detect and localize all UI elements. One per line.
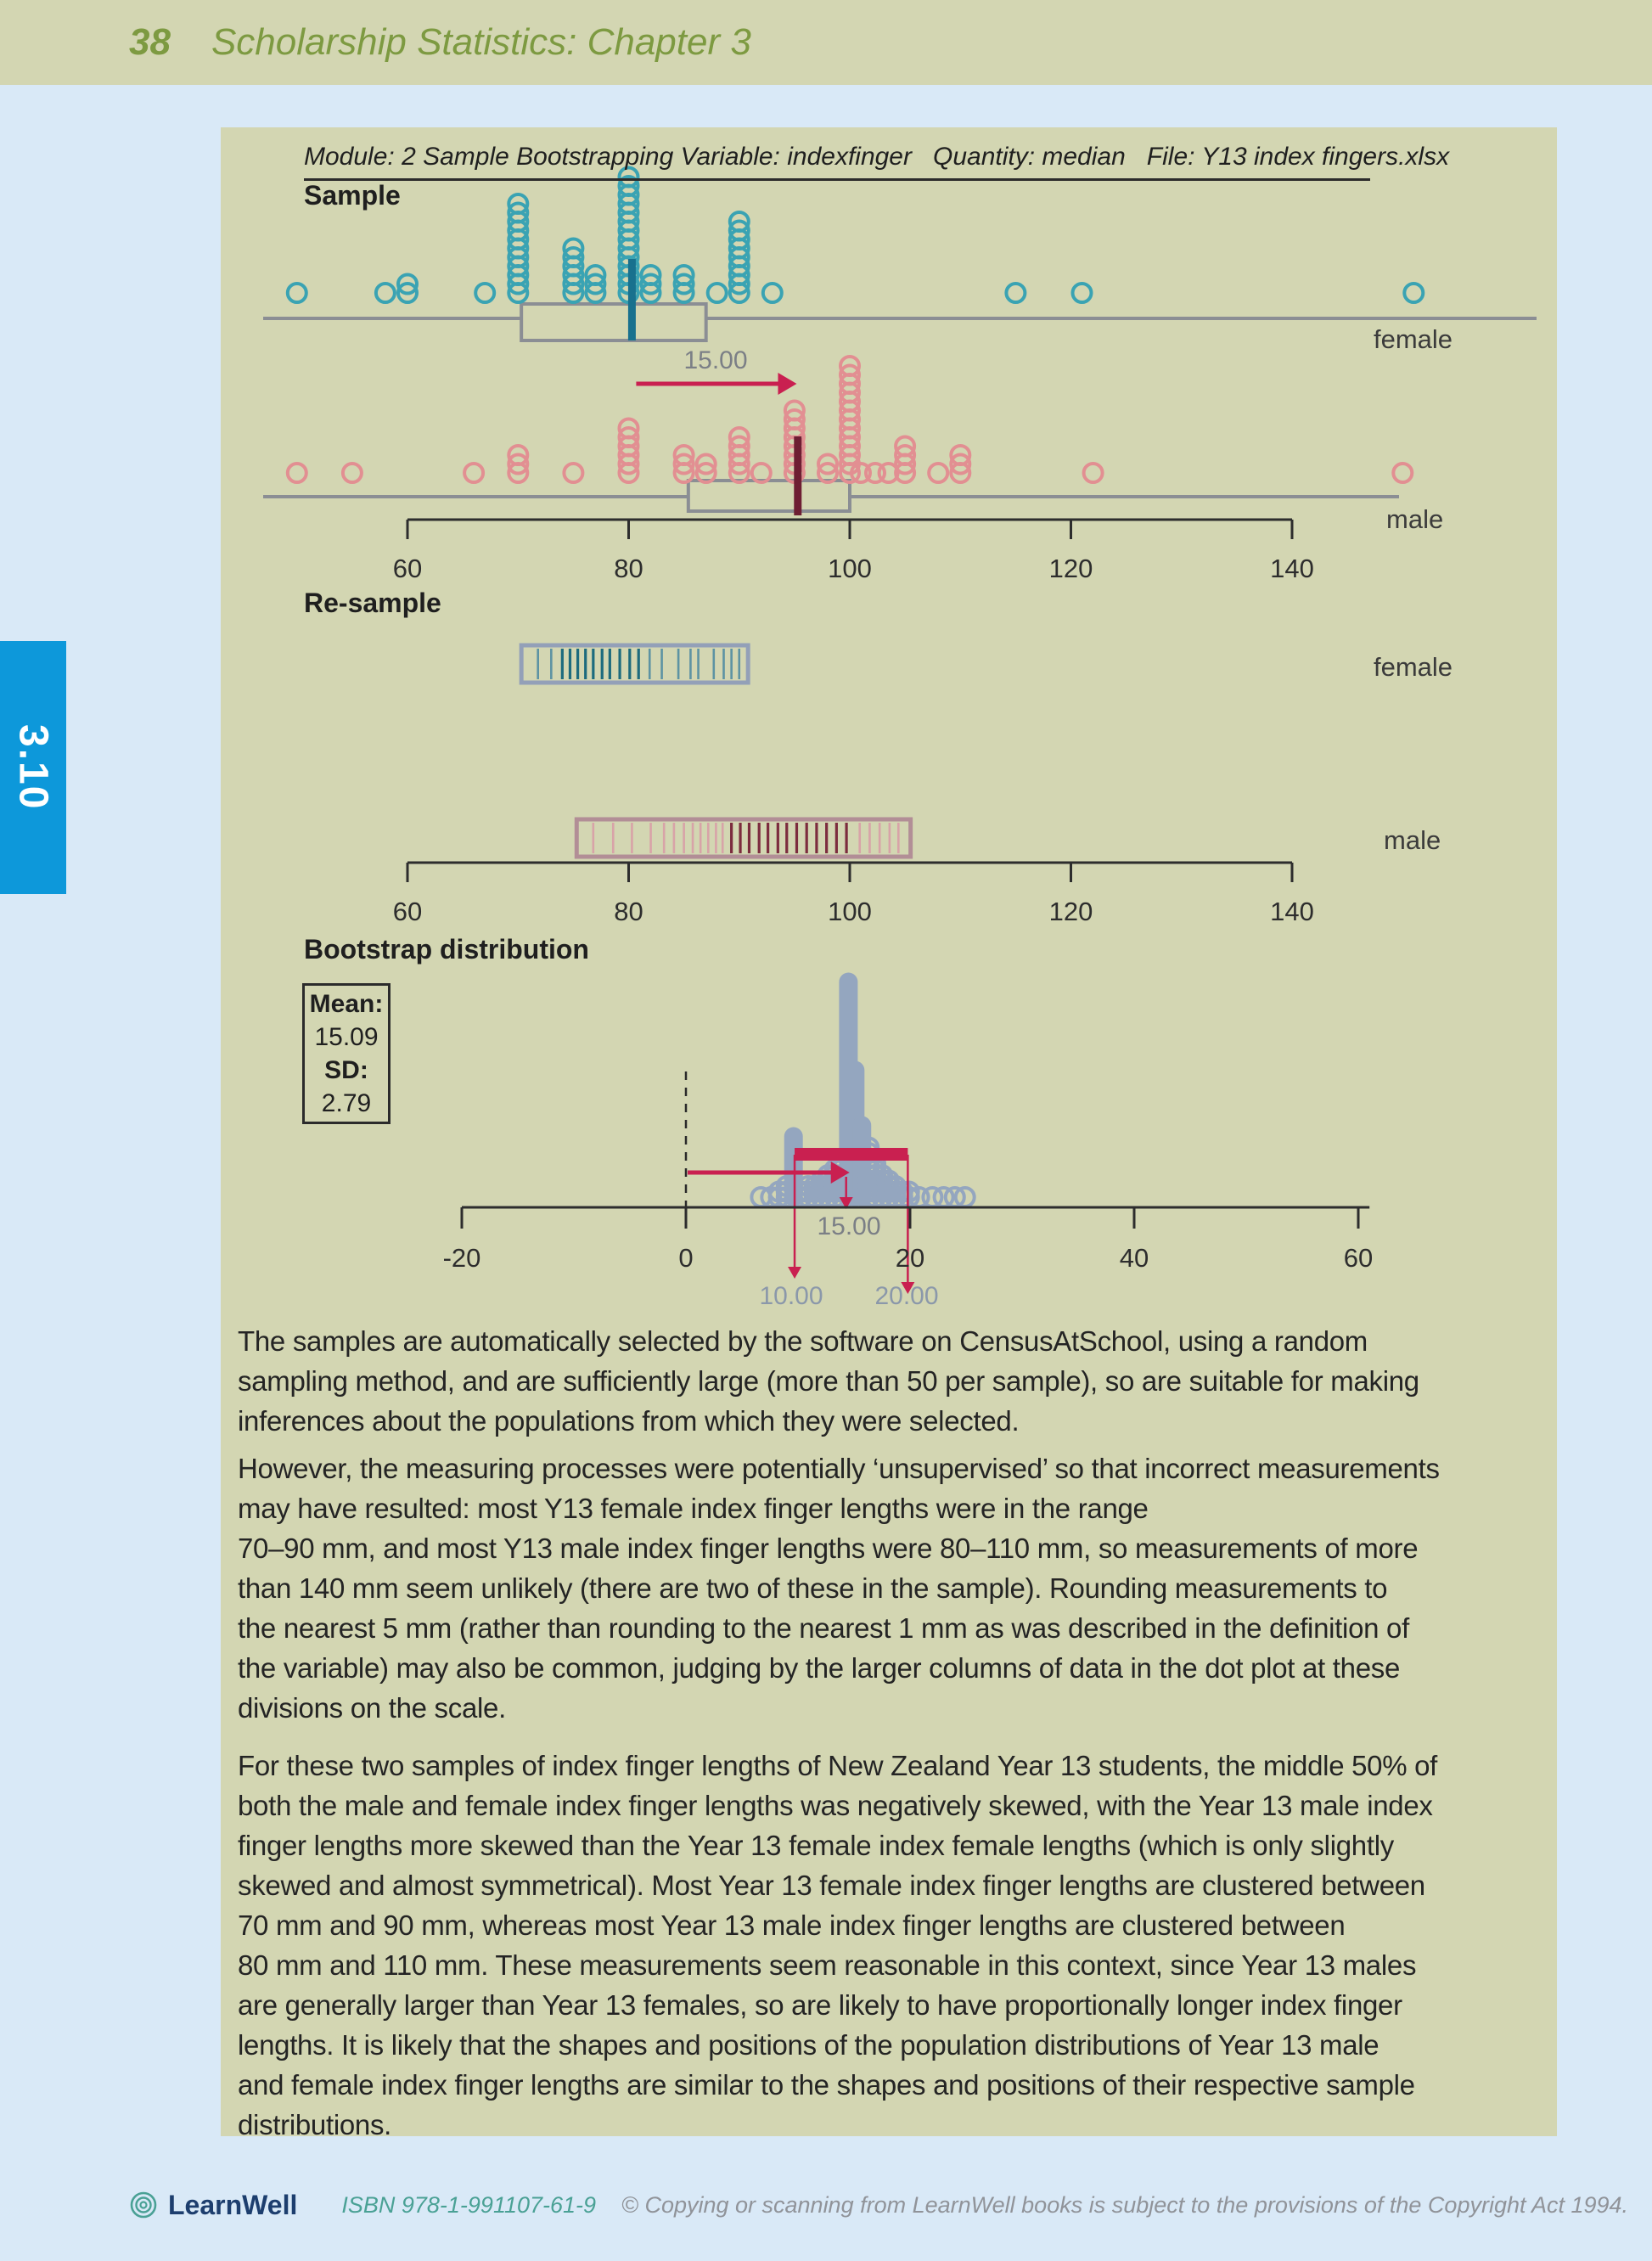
learnwell-logo-icon — [127, 2189, 160, 2221]
paragraph-line: both the male and female index finger lengths was negatively skewed, with the Year 13 male index — [238, 1790, 1433, 1821]
copyright-text: © Copying or scanning from LearnWell books is subject to the provisions of the Copyright Act 1994. — [621, 2191, 1629, 2218]
page-number: 38 — [129, 21, 171, 63]
axis-tick-label: 140 — [1270, 897, 1314, 926]
paragraph-line: skewed and almost symmetrical). Most Year 13 female index finger lengths are clustered between — [238, 1870, 1425, 1901]
axis-tick-label: 140 — [1270, 554, 1314, 583]
axis-tick-label: -20 — [442, 1243, 481, 1273]
paragraph-line: 70 mm and 90 mm, whereas most Year 13 male index finger lengths are clustered between — [238, 1909, 1346, 1941]
chapter-title: Scholarship Statistics: Chapter 3 — [211, 21, 751, 63]
page-footer — [127, 2189, 1628, 2221]
median-difference-value: 15.00 — [683, 346, 748, 374]
male-label-sample: male — [1386, 504, 1444, 534]
mean-value: 15.09 — [314, 1023, 379, 1051]
brand-name: LearnWell — [168, 2189, 298, 2220]
paragraph-line: The samples are automatically selected by the software on CensusAtSchool, using a random — [238, 1325, 1368, 1357]
axis-tick-label: 60 — [392, 897, 423, 926]
mean-label: Mean: — [309, 990, 384, 1018]
section-label-sample: Sample — [304, 180, 401, 211]
paragraph-line: finger lengths more skewed than the Year 13 female index female lengths (which is only slightly — [238, 1830, 1394, 1861]
axis-tick-label: 60 — [392, 554, 423, 583]
paragraph-line: divisions on the scale. — [238, 1692, 506, 1724]
paragraph-3 — [238, 1746, 1549, 2145]
axis-tick-label: 20 — [895, 1243, 925, 1273]
section-tab-label: 3.10 — [10, 724, 56, 811]
section-label-bootstrap: Bootstrap distribution — [304, 934, 589, 965]
paragraph-line: distributions. — [238, 2109, 392, 2140]
female-label-sample: female — [1374, 324, 1453, 354]
female-label-resample: female — [1374, 652, 1453, 682]
axis-tick-label: 80 — [614, 897, 643, 926]
module-header: Module: 2 Sample Bootstrapping Variable: indexfinger Quantity: median File: Y13 index fingers.xlsx — [304, 143, 1370, 181]
paragraph-line: the variable) may also be common, judging by the larger columns of data in the dot plot at these — [238, 1652, 1400, 1684]
paragraph-line: For these two samples of index finger lengths of New Zealand Year 13 students, the middle 50% of — [238, 1750, 1438, 1781]
paragraph-2 — [238, 1448, 1549, 1728]
sd-value: 2.79 — [321, 1089, 372, 1117]
paragraph-line: However, the measuring processes were potentially ‘unsupervised’ so that incorrect measurements — [238, 1453, 1440, 1484]
paragraph-line: than 140 mm seem unlikely (there are two of these in the sample). Rounding measurements to — [238, 1572, 1388, 1604]
sd-label: SD: — [324, 1056, 368, 1084]
paragraph-line: 80 mm and 110 mm. These measurements seem reasonable in this context, since Year 13 males — [238, 1949, 1417, 1981]
bootstrap-high-value: 20.00 — [874, 1282, 939, 1310]
paragraph-line: may have resulted: most Y13 female index finger lengths were in the range — [238, 1493, 1149, 1524]
axis-tick-label: 120 — [1048, 897, 1093, 926]
paragraph-line: inferences about the populations from which they were selected. — [238, 1405, 1020, 1437]
bootstrap-mean-value: 15.00 — [817, 1212, 881, 1240]
axis-tick-label: 0 — [678, 1243, 694, 1273]
axis-tick-label: 100 — [828, 554, 872, 583]
paragraph-line: are generally larger than Year 13 females, so are likely to have proportionally longer index finger — [238, 1989, 1402, 2021]
axis-tick-label: 100 — [828, 897, 872, 926]
axis-tick-label: 80 — [614, 554, 643, 583]
axis-tick-label: 120 — [1048, 554, 1093, 583]
axis-tick-label: 40 — [1119, 1243, 1149, 1273]
section-label-resample: Re-sample — [304, 588, 441, 618]
male-label-resample: male — [1384, 825, 1441, 855]
paragraph-line: lengths. It is likely that the shapes and positions of the population distributions of Year 13 male — [238, 2029, 1379, 2061]
paragraph-1 — [238, 1321, 1549, 1441]
paragraph-line: sampling method, and are sufficiently large (more than 50 per sample), so are suitable for making — [238, 1365, 1419, 1397]
axis-tick-label: 60 — [1343, 1243, 1374, 1273]
bootstrap-stats-box — [302, 983, 391, 1124]
paragraph-line: and female index finger lengths are similar to the shapes and positions of their respective sample — [238, 2069, 1415, 2101]
bootstrap-low-value: 10.00 — [759, 1282, 823, 1310]
isbn-text: ISBN 978-1-991107-61-9 — [341, 2191, 597, 2218]
paragraph-line: the nearest 5 mm (rather than rounding to the nearest 1 mm as was described in the definition of — [238, 1612, 1409, 1644]
paragraph-line: 70–90 mm, and most Y13 male index finger lengths were 80–110 mm, so measurements of more — [238, 1533, 1419, 1564]
